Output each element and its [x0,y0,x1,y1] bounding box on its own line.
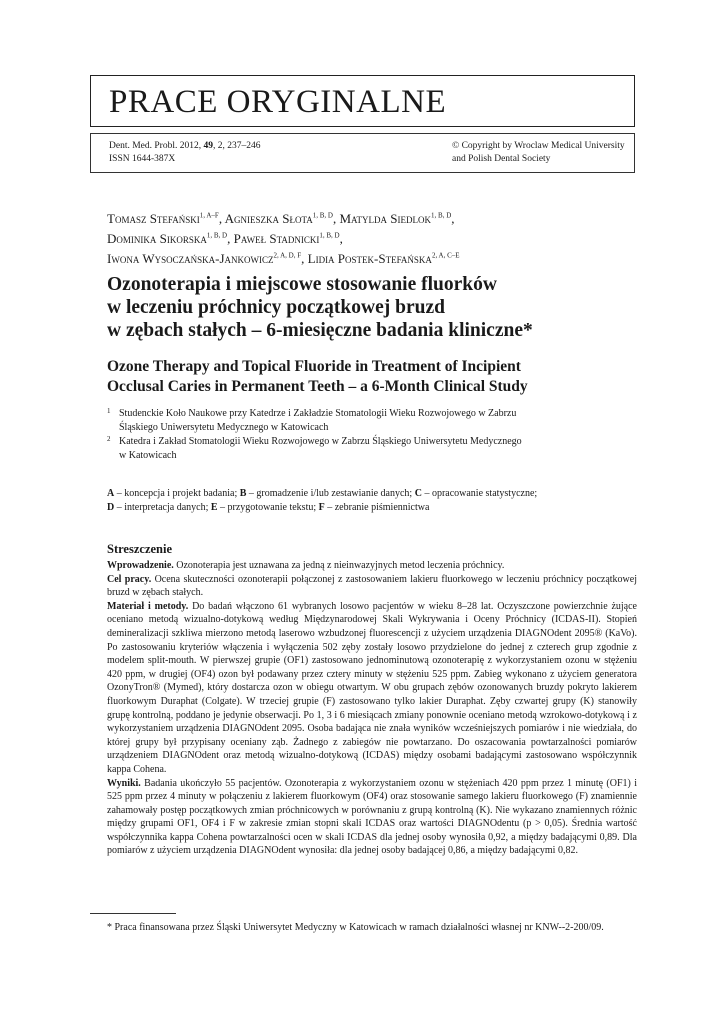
author: Tomasz Stefański$^{1, A-F}$, [107,211,225,226]
author: Dominika Sikorska$^{1, B, D}$, [107,231,234,246]
affiliation-number: 1 [107,407,111,415]
section-title: PRACE ORYGINALNE [109,84,447,120]
author: Paweł Stadnicki$^{1, B, D}$, [233,231,343,246]
funding-footnote: * Praca finansowana przez Śląski Uniwersytet Medyczny w Katowicach w ramach działalności własnej nr KNW--2-200/09. [107,922,604,933]
author: Agnieszka Słota$^{1, B, D}$, [224,211,340,226]
copyright-line-1: © Copyright by Wroclaw Medical University [452,141,625,151]
author: Matylda Siedlok$^{1, B, D}$, [339,211,455,226]
abstract-body [107,559,637,858]
abstract-section-aim: Cel pracy. Ocena skuteczności ozonoterapii połączonej z zastosowaniem lakieru fluorkowego w leczeniu próchnicy początkowej bruzd w zębach stałych. [107,573,637,599]
article-title-polish: Ozonoterapia i miejscowe stosowanie fluorków w leczeniu próchnicy początkowej bruzd w zębach stałych – 6-miesięczne badania kliniczne* [107,274,533,341]
abstract-section-results: Wyniki. Badania ukończyło 55 pacjentów. Ozonoterapia z wykorzystaniem ozonu w stężeniach 420 ppm przez 1 minutę (OF1) i 525 ppm przez 4 minuty w połączeniu z lakierem fluorkowym (OF4) oraz stosowanie samego lakieru fluorkowego (F) znamiennie zahamowały postęp początkowych zmian próchnicowych w porównaniu z grupą kontrolną (K). Nie wykazano znamiennych różnic między grupami OF1, OF4 i F w zakresie zmian stopni skali ICDAS oraz wartości DIAGNOdentu (p > 0,05). Średnia wartość współczynnika kappa Cohena powtarzalności ocen w skali ICDAS dla jednej osoby wynosiła 0,92, a między badającymi 0,89. Dla pomiarów z użyciem urządzenia DIAGNOdent wynosiła: dla jednej osoby badającej 0,86, a między badającymi 0,82. [107,777,637,857]
author-list [107,209,637,269]
issn: ISSN 1644-387X [109,154,176,164]
affiliation-number: 2 [107,435,111,443]
author: Iwona Wysoczańska-Jankowicz$^{2, A, D, F}$, [107,251,308,266]
author: Lidia Postek-Stefańska$^{2, A, C-E}$ [307,251,460,266]
affiliation-1: 1 Studenckie Koło Naukowe przy Katedrze i Zakładzie Stomatologii Wieku Rozwojowego w Zabrzu Śląskiego Uniwersytetu Medycznego w Katowicach [107,407,517,433]
footnote-divider [90,913,176,914]
copyright-line-2: and Polish Dental Society [452,154,551,164]
article-title-english: Ozone Therapy and Topical Fluoride in Treatment of Incipient Occlusal Caries in Permanent Teeth – a 6-Month Clinical Study [107,358,528,395]
abstract-section-introduction: Wprowadzenie. Ozonoterapia jest uznawana za jedną z nieinwazyjnych metod leczenia próchnicy. [107,560,505,571]
journal-meta-box [90,133,635,173]
citation-block [109,140,260,166]
citation-volume: 49 [203,141,213,151]
contribution-legend: A – koncepcja i projekt badania; B – gromadzenie i/lub zestawianie danych; C – opracowanie statystyczne; D – interpretacja danych; E – przygotowanie tekstu; F – zebranie piśmiennictwa [107,488,538,513]
abstract-heading: Streszczenie [107,542,173,556]
section-banner [90,75,635,127]
copyright-block [452,140,625,166]
citation-line: Dent. Med. Probl. 2012, 49, 2, 237–246 [109,141,261,151]
affiliation-2: 2 Katedra i Zakład Stomatologii Wieku Rozwojowego w Zabrzu Śląskiego Uniwersytetu Medycznego w Katowicach [107,435,522,461]
abstract-section-methods: Materiał i metody. Do badań włączono 61 wybranych losowo pacjentów w wieku 8–28 lat. Oczyszczone powierzchnie żujące oceniano metodą wizualno-dotykową według Międzynarodowej Skali Wykrywania i Oceny Próchnicy (ICDAS-II). Stopień demineralizacji szkliwa mierzono metodą laserowo wzbudzonej fluorescencji z użyciem urządzenia DIAGNOdent 2095® (KaVo). Po zastosowaniu kryteriów włączenia i wyłączenia 502 zęby zostały losowo przydzielone do jednej z czterech grup zgodnie z modelem split-mouth. W pierwszej grupie (OF1) zastosowano jednominutową ozonoterapię z wykorzystaniem ozonu w stężeniu 420 ppm, w drugiej (OF4) ozon był podawany przez cztery minuty w stężeniu 525 ppm. Zabieg wykonano z użyciem generatora OzonyTron® (Mymed), który dostarcza ozon w obiegu otwartym. W obu grupach zębów ozonowanych bruzdy pokryto lakierem fluorkowym Duraphat (Colgate). W trzeciej grupie (F) zastosowano tylko lakier Duraphat. Zęby czwartej grupy (K) stanowiły grupę kontrolną, poddano je jedynie obserwacji. Po 1, 3 i 6 miesiącach zmiany ponownie oceniano metodą wzrokowo-dotykową i z wykorzystaniem urządzenia DIAGNOdent 2095. Osoba badająca nie znała wyników wcześniejszych pomiarów i nie wiedziała, do której grupy był przypisany oceniany ząb. Żadnego z zabiegów nie powtarzano. Do oszacowania powtarzalności pomiarów urządzeniem DIAGNOdent oraz metodą wizualno-dotykową (ICDAS) między osobami badającymi zastosowano współczynnik kappa Cohena. [107,600,637,775]
